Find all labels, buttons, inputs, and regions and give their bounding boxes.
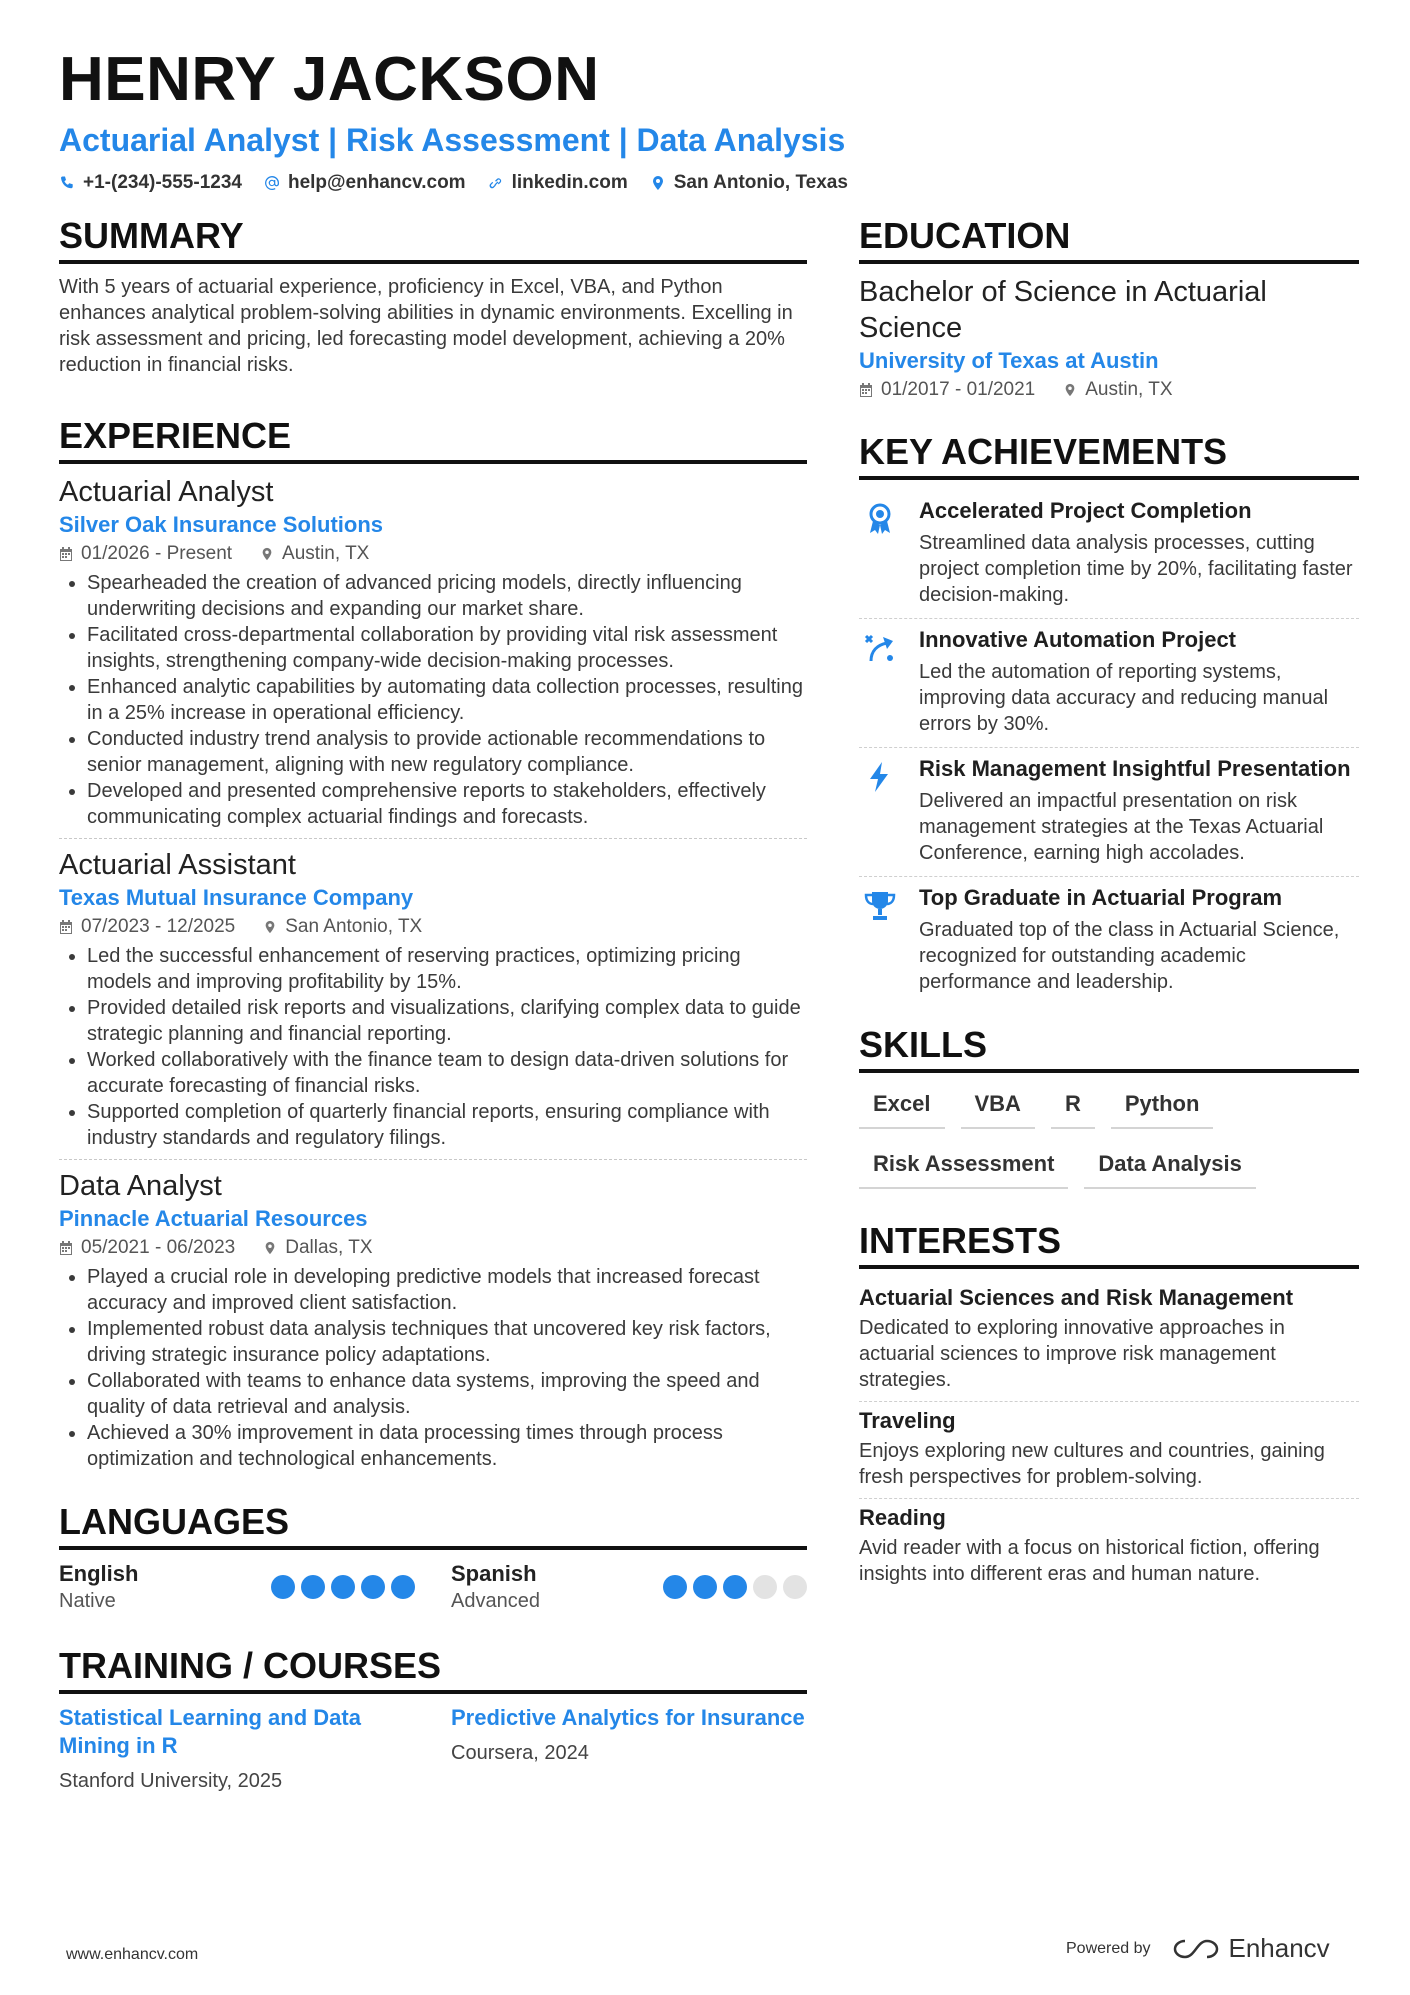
contact-phone[interactable] xyxy=(59,172,242,194)
job-location: Dallas, TX xyxy=(285,1237,373,1258)
brand-logo[interactable] xyxy=(1173,1933,1330,1964)
education-section xyxy=(859,214,1359,404)
achievement-title: Risk Management Insightful Presentation xyxy=(919,756,1351,781)
achievement-item xyxy=(859,877,1359,1005)
job-dates: 01/2026 - Present xyxy=(81,543,233,564)
job-entry xyxy=(59,474,807,838)
job-role: Data Analyst xyxy=(59,1170,222,1202)
course-title: Statistical Learning and Data Mining in R xyxy=(59,1705,361,1758)
interests-heading: INTERESTS xyxy=(859,1219,1359,1269)
achievement-desc: Led the automation of reporting systems, improving data accuracy and reducing manual errors by 30%. xyxy=(919,661,1329,735)
job-bullet: • Conducted industry trend analysis to provide actionable recommendations to senior management, aligning with new regulatory compliance. xyxy=(87,726,807,778)
location-pin-icon xyxy=(260,546,274,562)
rating-dot-filled xyxy=(391,1575,415,1599)
powered-by-text: Powered by xyxy=(1066,1939,1151,1957)
contact-email[interactable] xyxy=(264,172,466,194)
strategy-arrow-icon xyxy=(863,631,897,665)
skills-heading: SKILLS xyxy=(859,1023,1359,1073)
job-bullet: • Spearheaded the creation of advanced pricing models, directly influencing underwriting decisions and expanding our market share. xyxy=(87,570,807,622)
job-bullet: • Collaborated with teams to enhance data systems, improving the speed and quality of data retrieval and analysis. xyxy=(87,1368,807,1420)
education-school: University of Texas at Austin xyxy=(859,348,1159,373)
job-dates: 05/2021 - 06/2023 xyxy=(81,1237,236,1258)
course-org: Coursera, 2024 xyxy=(451,1742,589,1764)
job-bullet: • Implemented robust data analysis techniques that uncovered key risk factors, driving strategic insurance policy adaptations. xyxy=(87,1316,807,1368)
job-company: Silver Oak Insurance Solutions xyxy=(59,512,383,537)
calendar-icon xyxy=(859,382,873,398)
achievements-heading: KEY ACHIEVEMENTS xyxy=(859,430,1359,480)
linkedin-text: linkedin.com xyxy=(511,172,628,193)
education-location: Austin, TX xyxy=(1085,379,1173,400)
job-bullet: • Supported completion of quarterly financial reports, ensuring compliance with industry standards and regulatory filings. xyxy=(87,1099,807,1151)
course-item xyxy=(451,1704,807,1794)
footer-website[interactable]: www.enhancv.com xyxy=(66,1946,199,1963)
achievement-title: Top Graduate in Actuarial Program xyxy=(919,885,1283,910)
summary-section xyxy=(59,214,807,378)
skills-section xyxy=(859,1023,1359,1189)
location-pin-icon xyxy=(1063,382,1077,398)
language-level: Native xyxy=(59,1590,116,1612)
phone-icon xyxy=(59,175,75,191)
course-title: Predictive Analytics for Insurance xyxy=(451,1705,805,1730)
job-entry xyxy=(59,838,807,1159)
job-bullet: • Led the successful enhancement of reserving practices, optimizing pricing models and improving profitability by 15%. xyxy=(87,943,807,995)
course-item xyxy=(59,1704,415,1794)
rating-dot-filled xyxy=(663,1575,687,1599)
achievement-desc: Streamlined data analysis processes, cutting project completion time by 20%, facilitating faster decision-making. xyxy=(919,532,1353,606)
job-entry xyxy=(59,1159,807,1480)
rating-dot-filled xyxy=(723,1575,747,1599)
interest-item xyxy=(859,1402,1359,1499)
rating-dot-filled xyxy=(271,1575,295,1599)
experience-heading: EXPERIENCE xyxy=(59,414,807,464)
candidate-title: Actuarial Analyst | Risk Assessment | Data Analysis xyxy=(59,122,846,158)
location-text: San Antonio, Texas xyxy=(673,172,848,193)
job-location: Austin, TX xyxy=(282,543,370,564)
skill-tag: VBA xyxy=(961,1083,1035,1129)
location-pin-icon xyxy=(263,1240,277,1256)
job-role: Actuarial Assistant xyxy=(59,849,296,881)
calendar-icon xyxy=(59,1240,73,1256)
left-column xyxy=(59,214,807,1794)
right-column xyxy=(859,214,1359,1595)
trophy-icon xyxy=(863,889,897,923)
languages-section xyxy=(59,1500,807,1614)
location-pin-icon xyxy=(263,919,277,935)
job-location: San Antonio, TX xyxy=(285,916,423,937)
contact-location xyxy=(650,172,848,194)
job-dates: 07/2023 - 12/2025 xyxy=(81,916,236,937)
education-degree: Bachelor of Science in Actuarial Science xyxy=(859,276,1267,344)
skill-tag: Data Analysis xyxy=(1084,1143,1255,1189)
link-icon xyxy=(488,175,504,191)
job-bullet: • Played a crucial role in developing predictive models that increased forecast accuracy and improved client satisfaction. xyxy=(87,1264,807,1316)
language-level: Advanced xyxy=(451,1590,540,1612)
achievement-item xyxy=(859,490,1359,619)
achievement-desc: Graduated top of the class in Actuarial Science, recognized for outstanding academic performance and leadership. xyxy=(919,919,1340,993)
at-sign-icon xyxy=(264,175,280,191)
language-rating xyxy=(271,1575,415,1599)
job-bullet: • Facilitated cross-departmental collaboration by providing vital risk assessment insights, strengthening company-wide decision-making processes. xyxy=(87,622,807,674)
job-company: Pinnacle Actuarial Resources xyxy=(59,1206,368,1231)
rating-dot-filled xyxy=(693,1575,717,1599)
job-bullet: • Achieved a 30% improvement in data processing times through process optimization and technological enhancements. xyxy=(87,1420,807,1472)
job-meta xyxy=(59,913,807,941)
training-section xyxy=(59,1644,807,1794)
interest-title: Reading xyxy=(859,1505,946,1530)
interest-item xyxy=(859,1499,1359,1595)
languages-heading: LANGUAGES xyxy=(59,1500,807,1550)
skill-tag: R xyxy=(1051,1083,1095,1129)
rating-dot-filled xyxy=(331,1575,355,1599)
summary-text: With 5 years of actuarial experience, proficiency in Excel, VBA, and Python enhances analytical problem-solving abilities in dynamic environments. Excelling in risk assessment and pricing, led forecasting model development, achieving a 20% reduction in financial risks. xyxy=(59,276,793,376)
achievement-item xyxy=(859,748,1359,877)
job-bullet: • Developed and presented comprehensive reports to stakeholders, effectively communicating complex actuarial findings and forecasts. xyxy=(87,778,807,830)
job-bullets xyxy=(59,1264,807,1472)
interest-title: Actuarial Sciences and Risk Management xyxy=(859,1285,1294,1310)
interests-section xyxy=(859,1219,1359,1595)
language-item xyxy=(59,1560,415,1614)
rating-dot-empty xyxy=(753,1575,777,1599)
languages-row xyxy=(59,1560,807,1614)
education-heading: EDUCATION xyxy=(859,214,1359,264)
interest-desc: Enjoys exploring new cultures and countries, gaining fresh perspectives for problem-solving. xyxy=(859,1440,1325,1488)
education-meta xyxy=(859,376,1359,404)
job-company: Texas Mutual Insurance Company xyxy=(59,885,414,910)
job-bullet: • Provided detailed risk reports and visualizations, clarifying complex data to guide strategic planning and financial reporting. xyxy=(87,995,807,1047)
interest-item xyxy=(859,1279,1359,1402)
experience-section xyxy=(59,414,807,1480)
job-bullet: • Worked collaboratively with the finance team to design data-driven solutions for accurate forecasting of financial risks. xyxy=(87,1047,807,1099)
training-heading: TRAINING / COURSES xyxy=(59,1644,807,1694)
skill-tag: Python xyxy=(1111,1083,1214,1129)
footer-branding xyxy=(1066,1933,1330,1964)
achievements-section xyxy=(859,430,1359,1005)
job-bullet: • Enhanced analytic capabilities by automating data collection processes, resulting in a 25% increase in operational efficiency. xyxy=(87,674,807,726)
courses-row xyxy=(59,1704,807,1794)
language-name: Spanish xyxy=(451,1561,537,1586)
job-bullets xyxy=(59,943,807,1151)
award-ribbon-icon xyxy=(863,502,897,536)
lightning-bolt-icon xyxy=(863,760,897,794)
contact-linkedin[interactable] xyxy=(488,172,628,194)
brand-name: Enhancv xyxy=(1228,1933,1330,1963)
language-item xyxy=(451,1560,807,1614)
achievement-item xyxy=(859,619,1359,748)
job-meta xyxy=(59,540,807,568)
interest-desc: Dedicated to exploring innovative approaches in actuarial sciences to improve risk management strategies. xyxy=(859,1317,1285,1391)
achievement-title: Accelerated Project Completion xyxy=(919,498,1252,523)
phone-text: +1-(234)-555-1234 xyxy=(83,172,242,193)
rating-dot-empty xyxy=(783,1575,807,1599)
job-meta xyxy=(59,1234,807,1262)
interest-title: Traveling xyxy=(859,1408,956,1433)
resume-header xyxy=(59,44,1359,194)
language-name: English xyxy=(59,1561,139,1586)
location-pin-icon xyxy=(650,175,666,191)
skill-tag: Risk Assessment xyxy=(859,1143,1068,1189)
education-dates: 01/2017 - 01/2021 xyxy=(881,379,1036,400)
calendar-icon xyxy=(59,546,73,562)
calendar-icon xyxy=(59,919,73,935)
candidate-name: HENRY JACKSON xyxy=(59,45,600,114)
interest-desc: Avid reader with a focus on historical fiction, offering insights into different eras and human nature. xyxy=(859,1537,1320,1585)
achievement-title: Innovative Automation Project xyxy=(919,627,1237,652)
contact-info xyxy=(59,172,1359,194)
rating-dot-filled xyxy=(301,1575,325,1599)
job-bullets xyxy=(59,570,807,830)
language-rating xyxy=(663,1575,807,1599)
rating-dot-filled xyxy=(361,1575,385,1599)
skill-tag: Excel xyxy=(859,1083,945,1129)
course-org: Stanford University, 2025 xyxy=(59,1770,283,1792)
achievement-desc: Delivered an impactful presentation on risk management strategies at the Texas Actuarial Conference, earning high accolades. xyxy=(919,790,1324,864)
enhancv-logo-icon xyxy=(1173,1938,1219,1960)
summary-heading: SUMMARY xyxy=(59,214,807,264)
email-text: help@enhancv.com xyxy=(287,172,466,193)
job-role: Actuarial Analyst xyxy=(59,476,274,508)
skills-list xyxy=(859,1083,1359,1189)
